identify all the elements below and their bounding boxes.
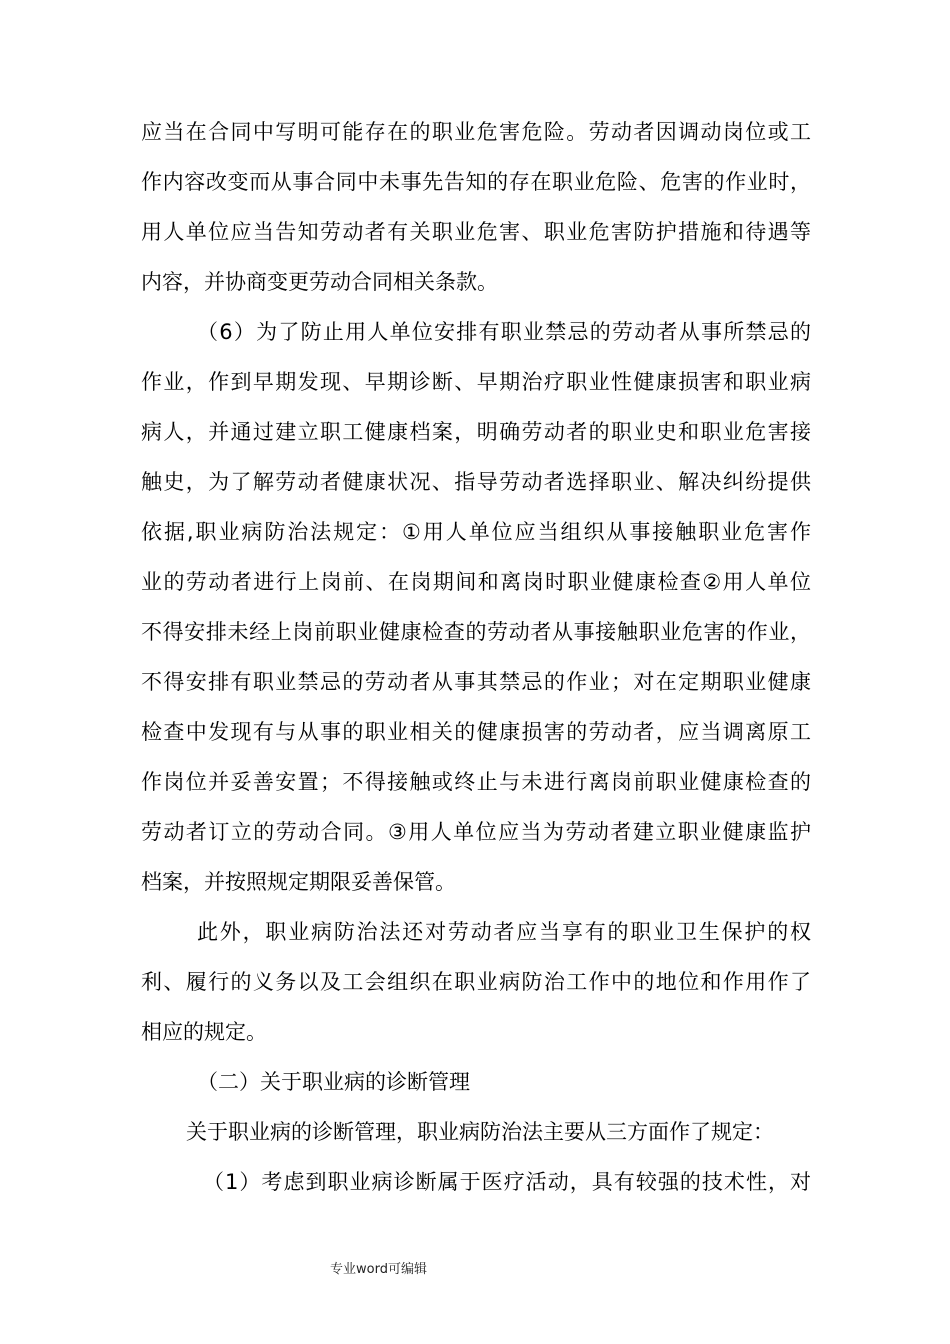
text-line: 病人，并通过建立职工健康档案，明确劳动者的职业史和职业危害接 — [141, 420, 811, 444]
text-line: 作内容改变而从事合同中未事先告知的存在职业危险、危害的作业时， — [141, 170, 811, 194]
text-line: 此外，职业病防治法还对劳动者应当享有的职业卫生保护的权 — [197, 920, 811, 944]
text-line: 劳动者订立的劳动合同。③用人单位应当为劳动者建立职业健康监护 — [141, 820, 811, 844]
page-footer: 专业word可编辑 — [330, 1262, 427, 1277]
text-line: 作业，作到早期发现、早期诊断、早期治疗职业性健康损害和职业病 — [141, 370, 811, 394]
text-line: 利、履行的义务以及工会组织在职业病防治工作中的地位和作用作了 — [141, 970, 811, 994]
text-line: 用人单位应当告知劳动者有关职业危害、职业危害防护措施和待遇等 — [141, 220, 811, 244]
text-line: 档案，并按照规定期限妥善保管。 — [141, 870, 456, 894]
section-heading: （二）关于职业病的诊断管理 — [197, 1070, 470, 1094]
text-line: （6）为了防止用人单位安排有职业禁忌的劳动者从事所禁忌的 — [197, 320, 811, 344]
text-line: 依据,职业病防治法规定：①用人单位应当组织从事接触职业危害作 — [141, 520, 811, 544]
paragraph-4: 关于职业病的诊断管理，职业病防治法主要从三方面作了规定： — [186, 1120, 774, 1144]
paragraph-5: （1）考虑到职业病诊断属于医疗活动，具有较强的技术性，对 — [203, 1170, 811, 1194]
text-line: 触史，为了解劳动者健康状况、指导劳动者选择职业、解决纠纷提供 — [141, 470, 811, 494]
text-line: 相应的规定。 — [141, 1020, 267, 1044]
text-line: 业的劳动者进行上岗前、在岗期间和离岗时职业健康检查②用人单位 — [141, 570, 811, 594]
text-line: 检查中发现有与从事的职业相关的健康损害的劳动者，应当调离原工 — [141, 720, 811, 744]
text-line: 不得安排未经上岗前职业健康检查的劳动者从事接触职业危害的作业， — [141, 620, 811, 644]
text-line: 作岗位并妥善安置；不得接触或终止与未进行离岗前职业健康检查的 — [141, 770, 811, 794]
text-line: 内容，并协商变更劳动合同相关条款。 — [141, 270, 498, 294]
text-line: 应当在合同中写明可能存在的职业危害危险。劳动者因调动岗位或工 — [141, 120, 811, 144]
text-line: 不得安排有职业禁忌的劳动者从事其禁忌的作业；对在定期职业健康 — [141, 670, 811, 694]
